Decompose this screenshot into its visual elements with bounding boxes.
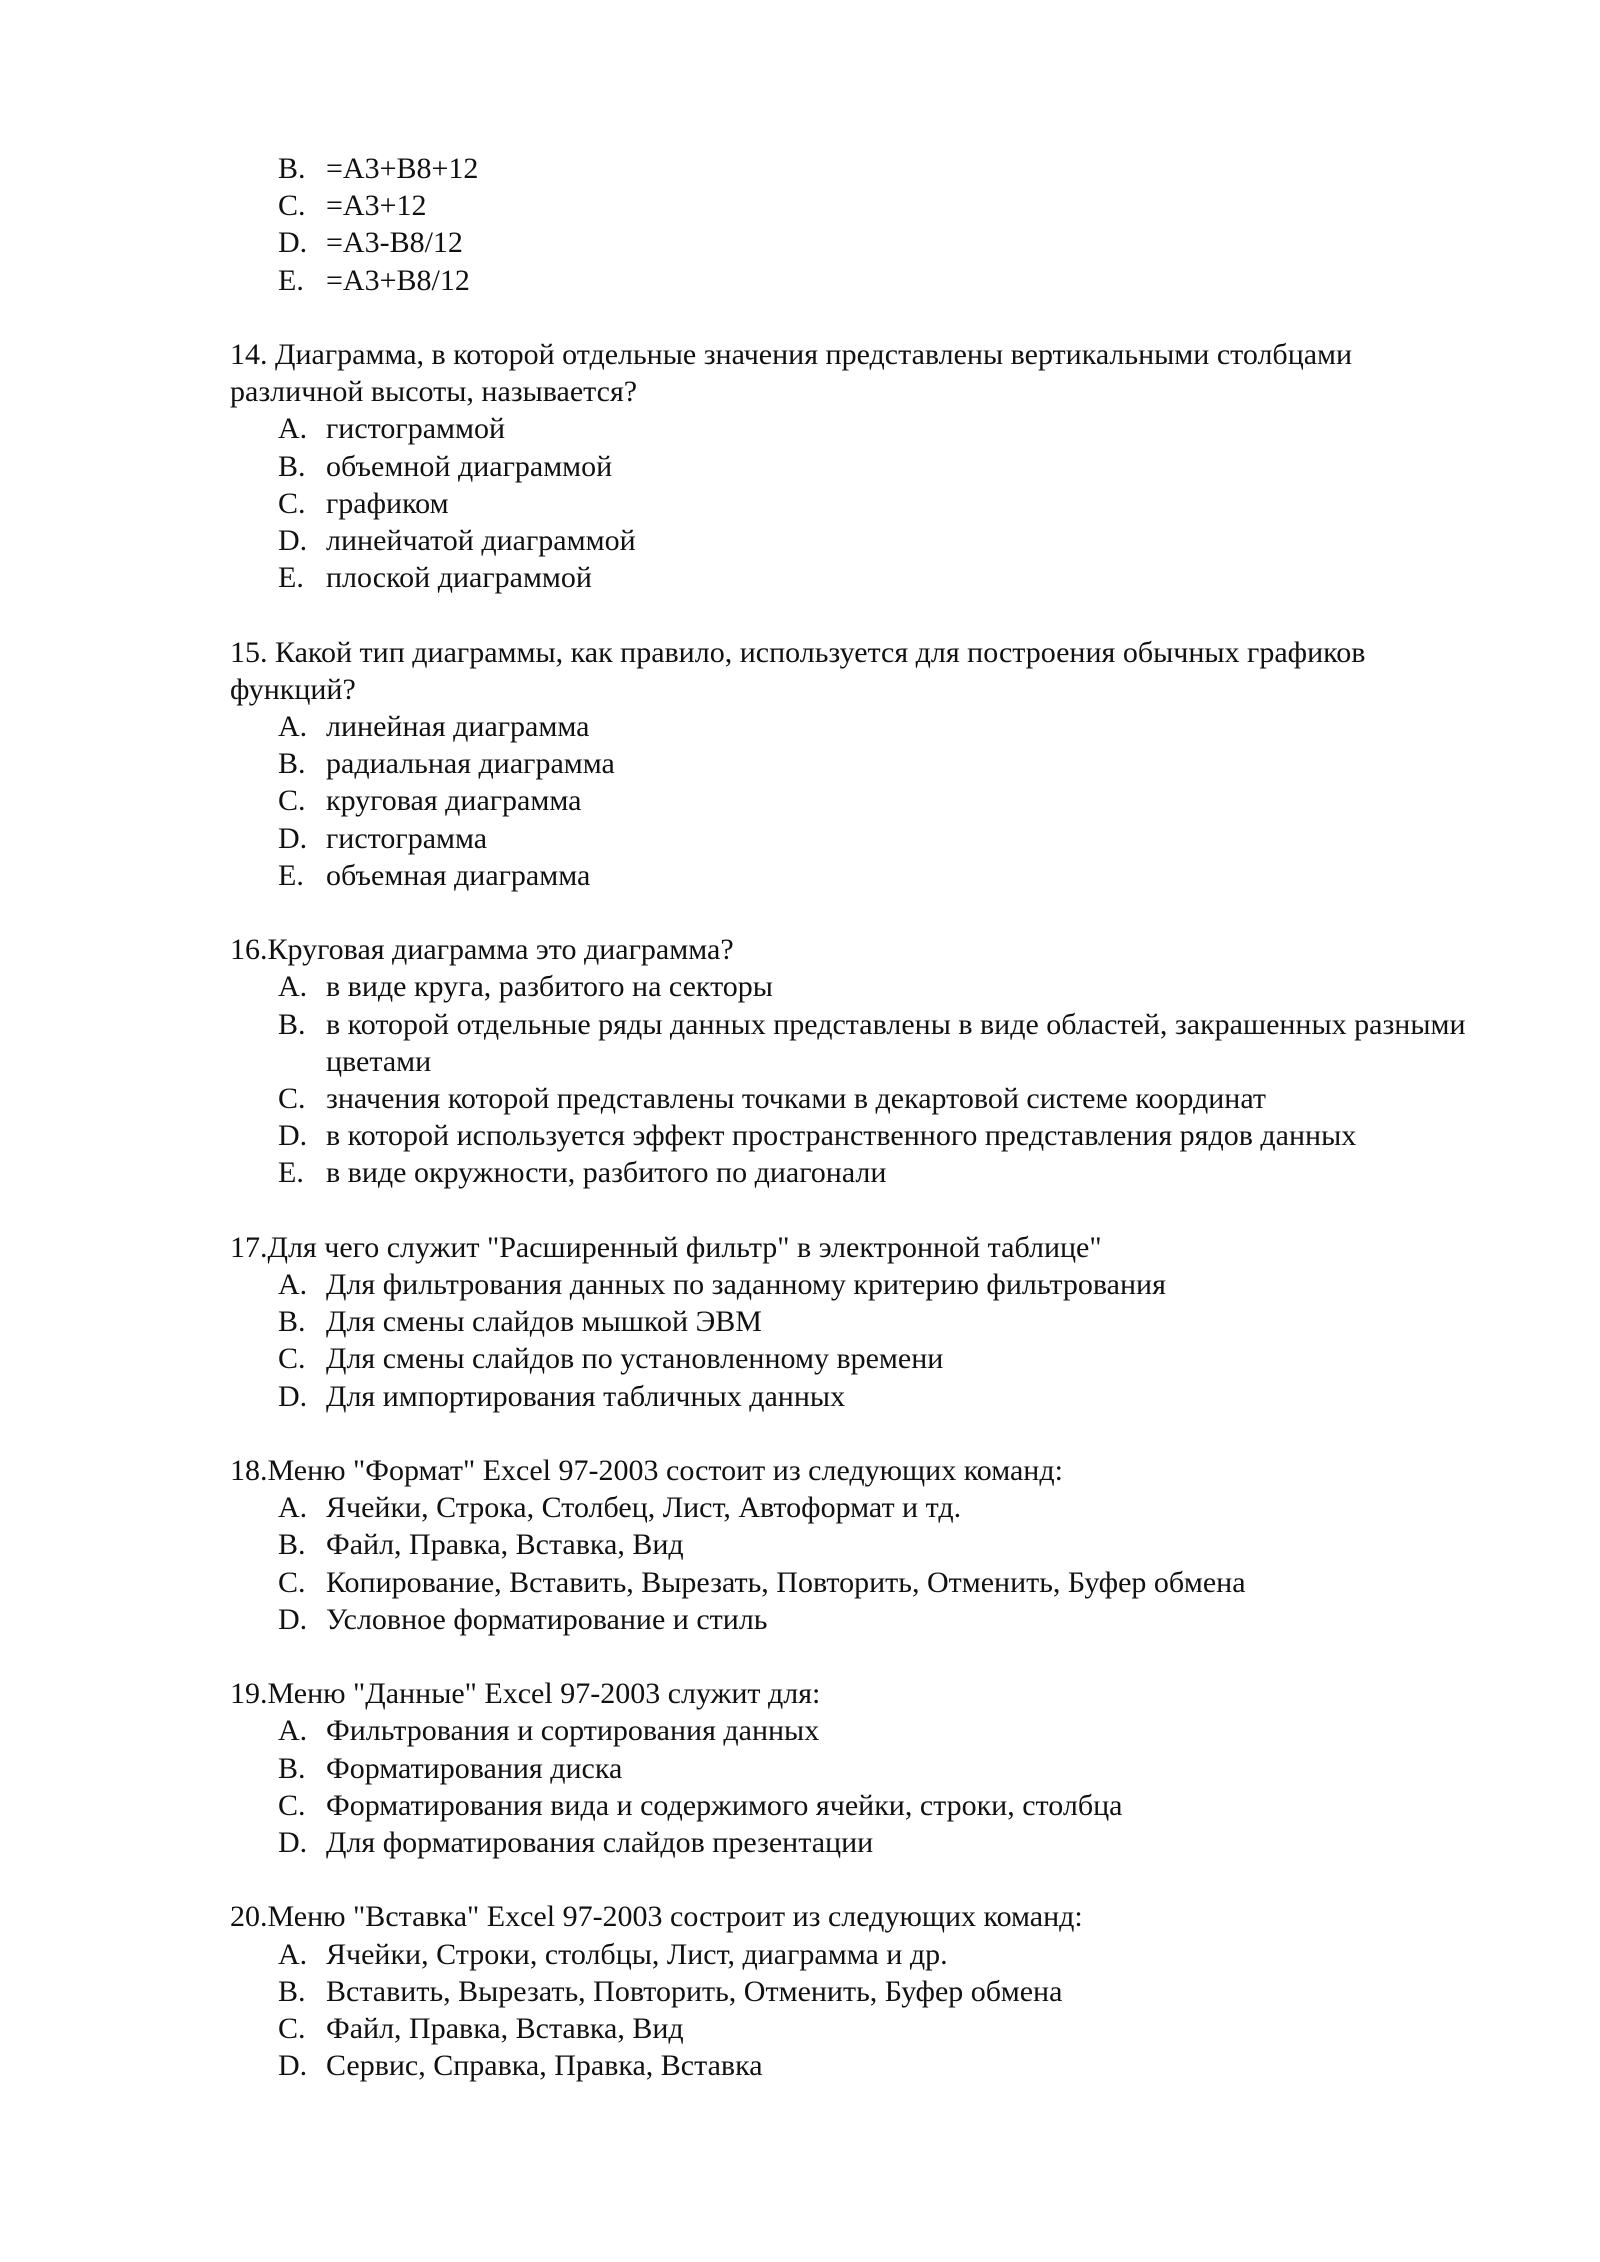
option-item <box>278 1973 1470 2010</box>
question-16 <box>230 931 1470 1191</box>
question-19 <box>230 1675 1470 1861</box>
option-letter: D. <box>278 1119 308 1153</box>
option-letter: A. <box>278 1268 308 1302</box>
option-text: графиком <box>326 486 449 520</box>
option-letter: D. <box>278 1826 308 1860</box>
option-list <box>230 410 1470 596</box>
question-text: 20.Меню "Вставка" Excel 97-2003 состроит из следующих команд: <box>230 1900 1083 1934</box>
option-text: =A3-B8/12 <box>326 226 463 260</box>
option-letter: D. <box>278 821 308 855</box>
option-item <box>278 448 1470 485</box>
question-text: 18.Меню "Формат" Excel 97-2003 состоит из следующих команд: <box>230 1454 1063 1488</box>
option-item <box>278 485 1470 522</box>
option-letter: C. <box>278 2012 306 2046</box>
option-letter: A. <box>278 1491 308 1525</box>
option-letter: A. <box>278 1937 308 1971</box>
option-text: в которой используется эффект пространственного представления рядов данных <box>326 1119 1357 1153</box>
option-item <box>278 187 1470 224</box>
option-list <box>230 708 1470 894</box>
option-text: Для форматирования слайдов презентации <box>326 1826 874 1860</box>
option-text: гистограмма <box>326 821 488 855</box>
option-item <box>278 1601 1470 1638</box>
option-letter: C. <box>278 189 306 223</box>
option-letter: E. <box>278 858 304 892</box>
question-text: 19.Меню "Данные" Excel 97-2003 служит для: <box>230 1677 821 1711</box>
option-letter: A. <box>278 970 308 1004</box>
option-text: плоской диаграммой <box>326 561 592 595</box>
option-item <box>278 1080 1470 1117</box>
option-item <box>278 857 1470 894</box>
option-text: Ячейки, Строка, Столбец, Лист, Автоформат и тд. <box>326 1491 962 1525</box>
question-text: 17.Для чего служит "Расширенный фильтр" в электронной таблице" <box>230 1230 1102 1264</box>
option-letter: B. <box>278 1305 306 1339</box>
option-text: =A3+12 <box>326 189 427 223</box>
option-text: Для импортирования табличных данных <box>326 1379 846 1413</box>
option-letter: D. <box>278 226 308 260</box>
option-list <box>230 1489 1470 1638</box>
option-item <box>278 782 1470 819</box>
option-letter: E. <box>278 561 304 595</box>
question-text: 16.Круговая диаграмма это диаграмма? <box>230 933 734 967</box>
option-item <box>278 1154 1470 1191</box>
option-item <box>278 1824 1470 1861</box>
option-text: Сервис, Справка, Правка, Вставка <box>326 2049 763 2083</box>
option-letter: A. <box>278 710 308 744</box>
option-letter: C. <box>278 784 306 818</box>
option-text: Ячейки, Строки, столбцы, Лист, диаграмма и др. <box>326 1937 948 1971</box>
option-text: значения которой представлены точками в декартовой системе координат <box>326 1082 1266 1116</box>
option-letter: B. <box>278 1751 306 1785</box>
option-text: =A3+B8/12 <box>326 263 470 297</box>
option-item <box>278 1117 1470 1154</box>
option-text: круговая диаграмма <box>326 784 582 818</box>
option-letter: B. <box>278 747 306 781</box>
option-text: линейная диаграмма <box>326 710 590 744</box>
option-letter: D. <box>278 524 308 558</box>
option-letter: B. <box>278 152 306 185</box>
option-letter: B. <box>278 1528 306 1562</box>
question-17 <box>230 1229 1470 1415</box>
option-item <box>278 968 1470 1005</box>
question-14 <box>230 336 1470 596</box>
option-letter: C. <box>278 1788 306 1822</box>
option-item <box>278 262 1470 299</box>
option-letter: D. <box>278 1379 308 1413</box>
option-item <box>278 1750 1470 1787</box>
option-letter: C. <box>278 486 306 520</box>
option-item <box>278 522 1470 559</box>
question-18 <box>230 1452 1470 1638</box>
option-text: радиальная диаграмма <box>326 747 615 781</box>
option-list <box>230 1712 1470 1861</box>
option-letter: C. <box>278 1082 306 1116</box>
option-item <box>278 1006 1470 1080</box>
option-letter: A. <box>278 1714 308 1748</box>
option-text: Для смены слайдов мышкой ЭВМ <box>326 1305 762 1339</box>
option-item <box>278 410 1470 447</box>
option-text: =A3+B8+12 <box>326 152 479 185</box>
option-item <box>278 1526 1470 1563</box>
option-text: Для смены слайдов по установленному времени <box>326 1342 944 1376</box>
option-text: объемной диаграммой <box>326 449 613 483</box>
option-letter: C. <box>278 1342 306 1376</box>
option-text: в которой отдельные ряды данных представлены в виде областей, закрашенных разными цветами <box>326 1007 1466 1078</box>
option-item <box>278 224 1470 261</box>
option-item <box>278 1378 1470 1415</box>
option-text: Копирование, Вставить, Вырезать, Повторить, Отменить, Буфер обмена <box>326 1565 1246 1599</box>
question-15 <box>230 634 1470 894</box>
option-item <box>278 559 1470 596</box>
option-text: Для фильтрования данных по заданному критерию фильтрования <box>326 1268 1166 1302</box>
option-text: в виде круга, разбитого на секторы <box>326 970 773 1004</box>
question-text: 15. Какой тип диаграммы, как правило, используется для построения обычных графиков функций? <box>230 635 1366 706</box>
option-item <box>278 2047 1470 2084</box>
quiz-content <box>230 150 1470 2084</box>
option-list <box>230 968 1470 1191</box>
option-text: Условное форматирование и стиль <box>326 1602 768 1636</box>
option-letter: C. <box>278 1565 306 1599</box>
option-item <box>278 1340 1470 1377</box>
question-text: 14. Диаграмма, в которой отдельные значения представлены вертикальными столбцами различной высоты, называется? <box>230 338 1353 409</box>
option-letter: D. <box>278 2049 308 2083</box>
option-text: гистограммой <box>326 412 506 446</box>
option-letter: B. <box>278 449 306 483</box>
option-item <box>278 1564 1470 1601</box>
option-item <box>278 708 1470 745</box>
option-text: в виде окружности, разбитого по диагонали <box>326 1156 887 1190</box>
option-item <box>278 150 1470 187</box>
option-letter: A. <box>278 412 308 446</box>
option-text: объемная диаграмма <box>326 858 591 892</box>
option-text: Файл, Правка, Вставка, Вид <box>326 1528 684 1562</box>
option-text: Файл, Правка, Вставка, Вид <box>326 2012 684 2046</box>
option-letter: E. <box>278 1156 304 1190</box>
option-item <box>278 1787 1470 1824</box>
option-text: Фильтрования и сортирования данных <box>326 1714 820 1748</box>
option-item <box>278 745 1470 782</box>
option-item <box>278 1712 1470 1749</box>
option-item <box>278 2010 1470 2047</box>
option-letter: D. <box>278 1602 308 1636</box>
option-letter: B. <box>278 1974 306 2008</box>
option-text: Вставить, Вырезать, Повторить, Отменить, Буфер обмена <box>326 1974 1063 2008</box>
option-item <box>278 1303 1470 1340</box>
option-item <box>278 1266 1470 1303</box>
option-text: Форматирования диска <box>326 1751 623 1785</box>
option-item <box>278 1489 1470 1526</box>
option-item <box>278 1936 1470 1973</box>
option-text: линейчатой диаграммой <box>326 524 636 558</box>
option-item <box>278 820 1470 857</box>
option-list <box>230 1266 1470 1415</box>
continued-options <box>230 150 1470 299</box>
option-text: Форматирования вида и содержимого ячейки, строки, столбца <box>326 1788 1123 1822</box>
option-letter: E. <box>278 263 304 297</box>
question-20 <box>230 1898 1470 2084</box>
option-letter: B. <box>278 1007 306 1041</box>
option-list <box>230 1936 1470 2085</box>
